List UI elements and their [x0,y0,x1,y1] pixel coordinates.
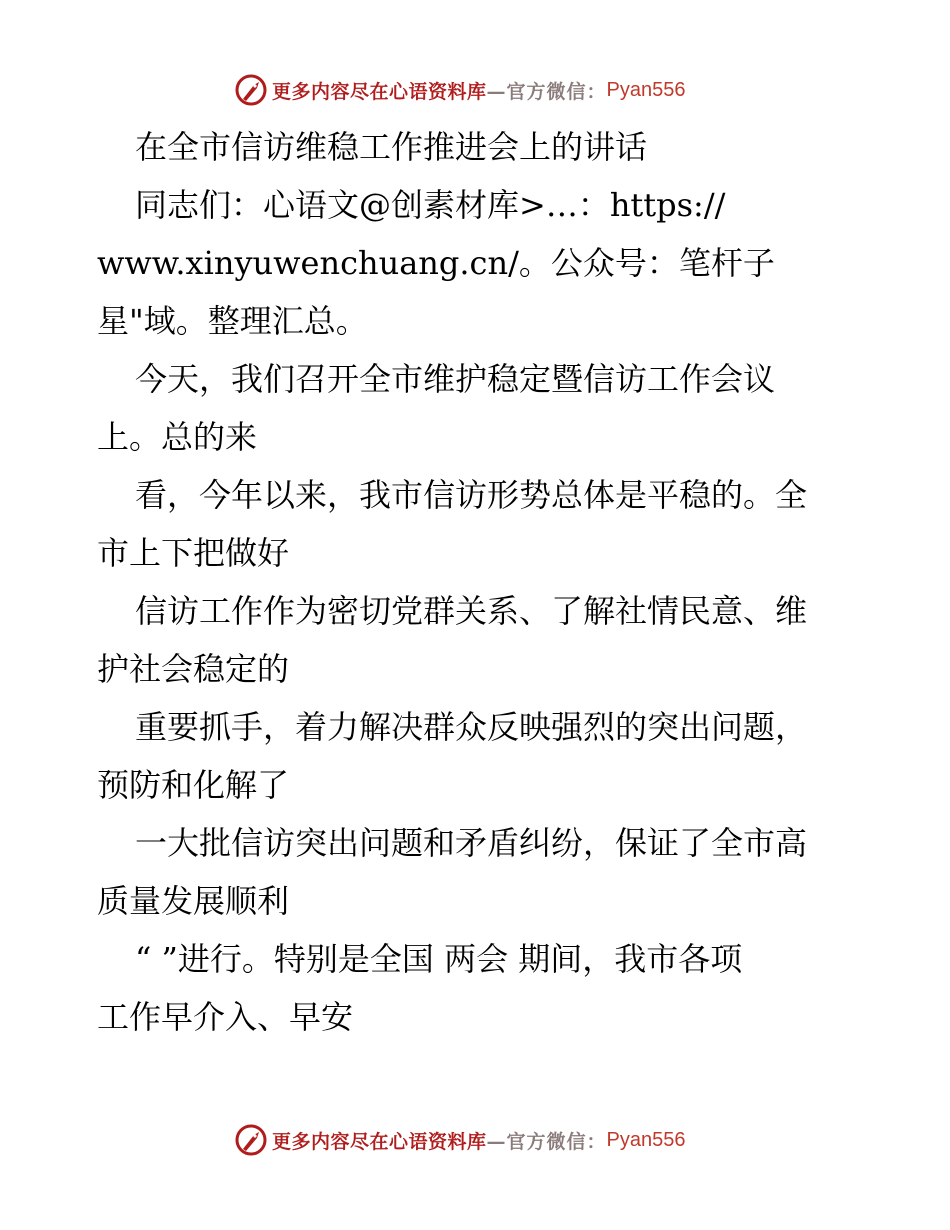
pen-nib-icon [234,1123,268,1157]
banner-wechat-label: —官方微信： [486,80,607,103]
body-line: 星"域。整理汇总。 [97,302,368,340]
body-line: 看，今年以来，我市信访形势总体是平稳的。全 [135,476,808,514]
document-title: 在全市信访维稳工作推进会上的讲话 [135,128,648,166]
banner-site-text: 更多内容尽在心语资料库 [272,1130,487,1153]
banner-wechat-id: Pyan556 [606,78,686,101]
banner-site-text: 更多内容尽在心语资料库 [272,80,487,103]
pen-nib-icon [234,73,268,107]
banner-wechat-label: —官方微信： [486,1130,607,1153]
footer-banner [234,1120,686,1160]
body-line: 今天，我们召开全市维护稳定暨信访工作会议 [135,360,776,398]
body-line: www.xinyuwenchuang.cn/。公众号：笔杆子 [97,244,775,282]
banner-wechat-id: Pyan556 [606,1128,686,1151]
body-line: 上。总的来 [97,418,258,456]
body-line: 工作早介入、早安 [97,998,354,1036]
body-line: “ ”进行。特别是全国 两会 期间，我市各项 [135,940,743,978]
header-banner [234,70,686,110]
body-line: 一大批信访突出问题和矛盾纠纷，保证了全市高 [135,824,808,862]
body-line: 重要抓手，着力解决群众反映强烈的突出问题， [135,708,808,746]
body-line: 市上下把做好 [97,534,290,572]
body-line: 信访工作作为密切党群关系、了解社情民意、维 [135,592,808,630]
body-line: 质量发展顺利 [97,882,290,920]
body-line: 护社会稳定的 [97,650,290,688]
body-line: 同志们：心语文@创素材库>…：https:// [135,186,726,224]
body-line: 预防和化解了 [97,766,290,804]
